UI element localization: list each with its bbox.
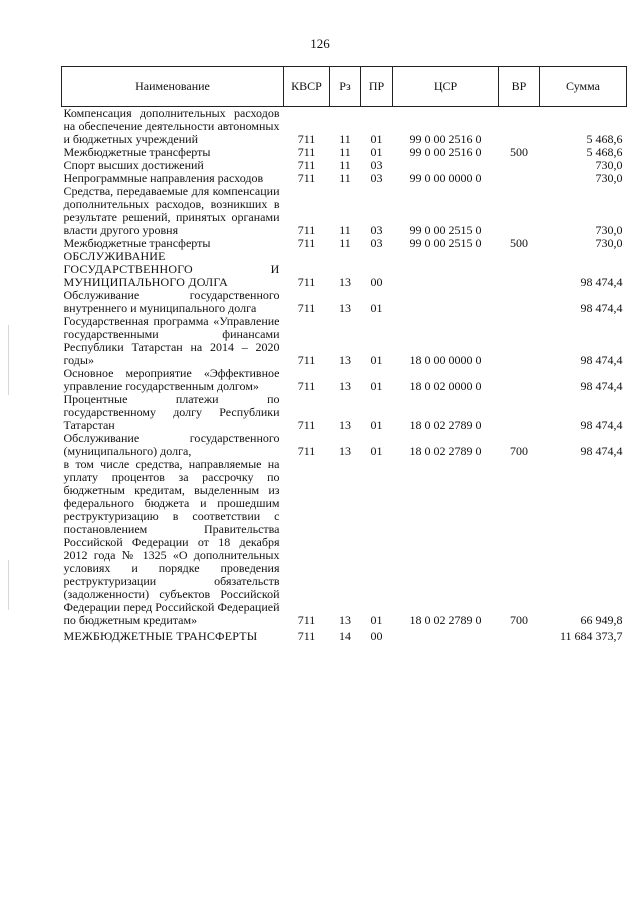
row-name: ОБСЛУЖИВАНИЕ ГОСУДАРСТВЕННОГО И МУНИЦИПАЛЬНОГО ДОЛГА	[63, 249, 280, 289]
table-row	[62, 458, 627, 627]
table-row	[62, 367, 627, 393]
row-pr: 03	[370, 236, 383, 250]
row-pr: 01	[370, 613, 383, 627]
row-kvsr: 711	[297, 301, 316, 315]
row-kvsr: 711	[297, 379, 316, 393]
row-csr: 18 0 02 0000 0	[409, 379, 482, 393]
row-sum: 730,0	[595, 223, 623, 237]
row-csr: 18 0 02 2789 0	[409, 444, 482, 458]
row-rz: 13	[339, 379, 351, 393]
row-pr: 03	[370, 158, 383, 172]
table-row	[62, 627, 627, 643]
row-name: в том числе средства, направляемые на уплату процентов за рассрочку по бюджетным кредитам, выделенным из федерального бюджета и прошедшим реструктуризацию в соответствии с постановлением Правительства Российской Федерации от 18 декабря 2012 года № 1325 «О дополнительных условиях и порядке проведения реструктуризации обязательств (задолженности) субъектов Российской Федерации перед Российской Федерацией по бюджетным кредитам»	[63, 457, 280, 627]
row-vr	[499, 107, 540, 147]
header-vr: ВР	[499, 67, 540, 107]
row-vr	[499, 250, 540, 289]
row-sum: 5 468,6	[586, 145, 623, 159]
row-pr: 01	[370, 353, 383, 367]
row-name: Спорт высших достижений	[63, 158, 204, 172]
row-kvsr: 711	[297, 171, 316, 185]
row-kvsr: 711	[297, 223, 316, 237]
row-sum: 98 474,4	[580, 444, 623, 458]
row-vr	[499, 172, 540, 185]
row-vr	[499, 185, 540, 237]
header-name: Наименование	[62, 67, 284, 107]
table-row	[62, 250, 627, 289]
row-csr	[393, 289, 499, 315]
row-pr: 01	[370, 418, 383, 432]
header-rz: Рз	[330, 67, 361, 107]
row-vr	[499, 289, 540, 315]
row-csr: 99 0 00 2515 0	[409, 236, 482, 250]
row-pr: 03	[370, 171, 383, 185]
row-kvsr: 711	[297, 158, 316, 172]
row-rz: 11	[339, 132, 351, 146]
row-sum: 98 474,4	[580, 275, 623, 289]
row-sum: 98 474,4	[580, 353, 623, 367]
table-body	[62, 107, 627, 644]
row-vr	[499, 367, 540, 393]
row-name: МЕЖБЮДЖЕТНЫЕ ТРАНСФЕРТЫ	[63, 629, 258, 643]
row-rz: 11	[339, 158, 351, 172]
scan-artifact	[8, 325, 9, 395]
row-rz: 11	[339, 145, 351, 159]
table-header	[62, 67, 627, 107]
row-sum: 11 684 373,7	[559, 629, 623, 643]
page-number: 126	[310, 36, 330, 51]
row-rz: 13	[339, 301, 351, 315]
row-kvsr: 711	[297, 275, 316, 289]
row-name: Государственная программа «Управление государственными финансами Республики Татарстан на 2014 – 2020 годы»	[63, 314, 280, 367]
row-kvsr: 711	[297, 132, 316, 146]
row-sum: 730,0	[595, 158, 623, 172]
row-pr: 01	[370, 301, 383, 315]
row-csr: 99 0 00 0000 0	[409, 171, 482, 185]
row-rz: 13	[339, 613, 351, 627]
row-sum: 98 474,4	[580, 418, 623, 432]
row-pr: 01	[370, 145, 383, 159]
row-vr: 700	[510, 613, 528, 627]
row-rz: 11	[339, 171, 351, 185]
row-name: Межбюджетные трансферты	[63, 236, 211, 250]
scan-artifact	[8, 560, 9, 610]
row-rz: 11	[339, 223, 351, 237]
row-rz: 13	[339, 353, 351, 367]
row-csr	[393, 627, 499, 643]
row-vr	[499, 393, 540, 432]
row-pr: 01	[370, 132, 383, 146]
header-csr: ЦСР	[393, 67, 499, 107]
table-row	[62, 393, 627, 432]
row-kvsr: 711	[297, 145, 316, 159]
row-name: Обслуживание государственного (муниципального) долга,	[63, 431, 280, 458]
row-csr: 99 0 00 2516 0	[409, 132, 482, 146]
row-pr: 00	[370, 275, 383, 289]
row-csr: 99 0 00 2515 0	[409, 223, 482, 237]
table-row	[62, 185, 627, 237]
row-csr	[393, 250, 499, 289]
row-name: Обслуживание государственного внутреннего и муниципального долга	[63, 288, 280, 315]
row-rz: 13	[339, 418, 351, 432]
budget-table	[61, 66, 627, 643]
row-pr: 01	[370, 379, 383, 393]
row-name: Межбюджетные трансферты	[63, 145, 211, 159]
row-name: Основное мероприятие «Эффективное управление государственным долгом»	[63, 366, 280, 393]
row-name: Компенсация дополнительных расходов на обеспечение деятельности автономных и бюджетных учреждений	[63, 106, 280, 146]
row-pr: 01	[370, 444, 383, 458]
row-vr	[499, 315, 540, 367]
row-name: Средства, передаваемые для компенсации дополнительных расходов, возникших в результате решений, принятых органами власти другого уровня	[63, 184, 280, 237]
row-sum: 5 468,6	[586, 132, 623, 146]
row-vr: 500	[510, 145, 528, 159]
row-kvsr: 711	[297, 418, 316, 432]
row-rz: 13	[339, 275, 351, 289]
table-row	[62, 432, 627, 458]
row-vr	[499, 159, 540, 172]
row-vr: 700	[510, 444, 528, 458]
row-kvsr: 711	[297, 444, 316, 458]
row-rz: 13	[339, 444, 351, 458]
row-kvsr: 711	[297, 353, 316, 367]
row-pr: 00	[370, 629, 383, 643]
row-kvsr: 711	[297, 629, 316, 643]
table-row	[62, 107, 627, 147]
row-csr: 99 0 00 2516 0	[409, 145, 482, 159]
row-rz: 14	[339, 629, 351, 643]
header-kvsr: КВСР	[284, 67, 330, 107]
row-vr	[499, 627, 540, 643]
row-kvsr: 711	[297, 236, 316, 250]
table-row	[62, 315, 627, 367]
header-pr: ПР	[361, 67, 393, 107]
row-csr: 18 0 02 2789 0	[409, 613, 482, 627]
row-kvsr: 711	[297, 613, 316, 627]
row-csr: 18 0 02 2789 0	[409, 418, 482, 432]
row-sum: 98 474,4	[580, 301, 623, 315]
row-pr: 03	[370, 223, 383, 237]
row-sum: 730,0	[595, 236, 623, 250]
row-name: Процентные платежи по государственному долгу Республики Татарстан	[63, 392, 280, 432]
row-sum: 66 949,8	[580, 613, 623, 627]
row-sum: 730,0	[595, 171, 623, 185]
row-rz: 11	[339, 236, 351, 250]
row-vr: 500	[510, 236, 528, 250]
row-csr: 18 0 00 0000 0	[409, 353, 482, 367]
row-sum: 98 474,4	[580, 379, 623, 393]
table-row	[62, 289, 627, 315]
row-name: Непрограммные направления расходов	[63, 171, 264, 185]
header-sum: Сумма	[540, 67, 627, 107]
